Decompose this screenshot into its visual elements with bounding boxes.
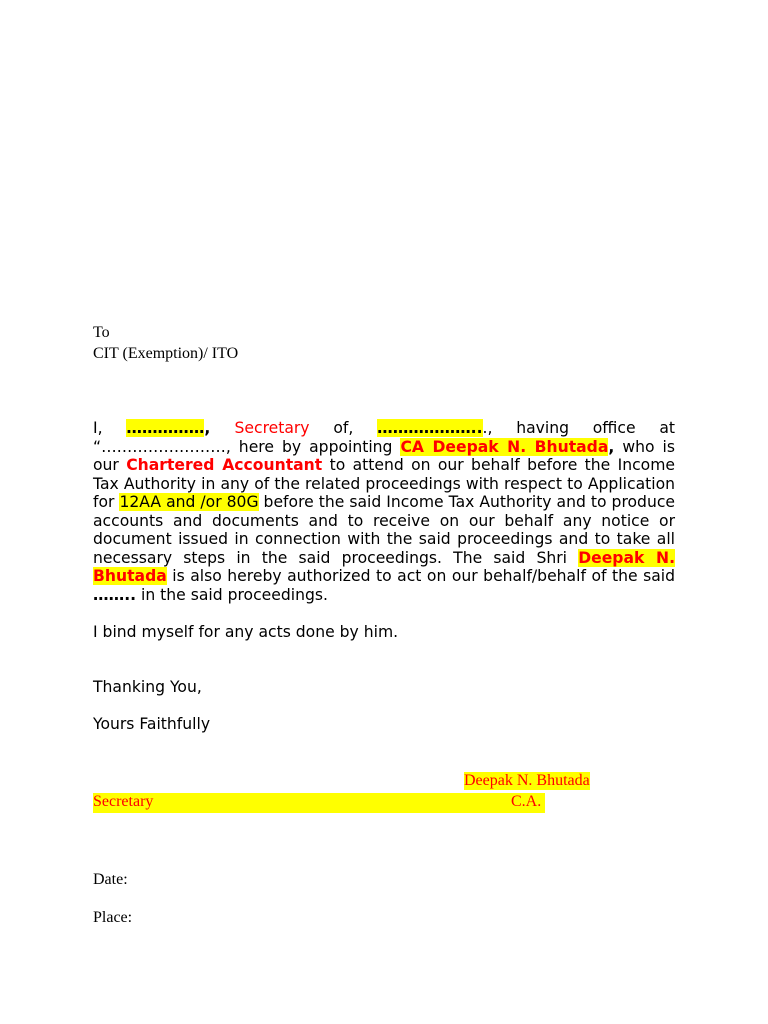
authorization-paragraph	[93, 419, 675, 604]
date-label: Date:	[93, 871, 128, 888]
thanking-line: Thanking You,	[93, 678, 202, 696]
dots-blank: ……..	[93, 585, 137, 604]
name-blank: ……………	[126, 419, 205, 437]
signatory-name: Deepak N. Bhutada	[464, 772, 590, 789]
chartered-accountant: Chartered Accountant	[126, 456, 323, 474]
signature-row	[93, 793, 545, 813]
recipient-name: CIT (Exemption)/ ITO	[93, 345, 239, 362]
text-segment: who is our	[93, 437, 675, 474]
place-label: Place:	[93, 909, 133, 926]
signature-secretary: Secretary	[93, 793, 154, 810]
ca-name: CA Deepak N. Bhutada	[400, 437, 609, 456]
closing-line: Yours Faithfully	[93, 715, 211, 733]
text-segment: to attend on our behalf before the Income Tax Authority in any of the related proceedings with respect to Application for	[93, 456, 675, 511]
text-segment: is also hereby authorized to act on our behalf/behalf of the said	[166, 567, 675, 585]
organization-blank: ………………..	[377, 419, 483, 437]
shri-name: Deepak N. Bhutada	[93, 548, 675, 585]
text-segment: in the said proceedings.	[136, 585, 328, 604]
recipient-address	[93, 322, 238, 364]
to-label: To	[93, 324, 110, 341]
text-segment: ., having office at “……………………, here by appointing	[93, 419, 675, 456]
text-segment: ,	[204, 419, 235, 437]
text-segment: ,	[608, 437, 615, 456]
signature-ca: C.A.	[511, 793, 542, 810]
text-segment: of,	[309, 419, 378, 437]
text-segment: before the said Income Tax Authority and to produce accounts and documents and to receive on our behalf any notice or document issued in connection with the said proceedings and to take all necessary steps in the said proceedings. The said Shri	[93, 493, 675, 567]
text-segment: I,	[93, 419, 127, 437]
bind-statement: I bind myself for any acts done by him.	[93, 623, 399, 641]
application-sections: 12AA and /or 80G	[119, 493, 259, 511]
secretary-title: Secretary	[234, 419, 310, 437]
